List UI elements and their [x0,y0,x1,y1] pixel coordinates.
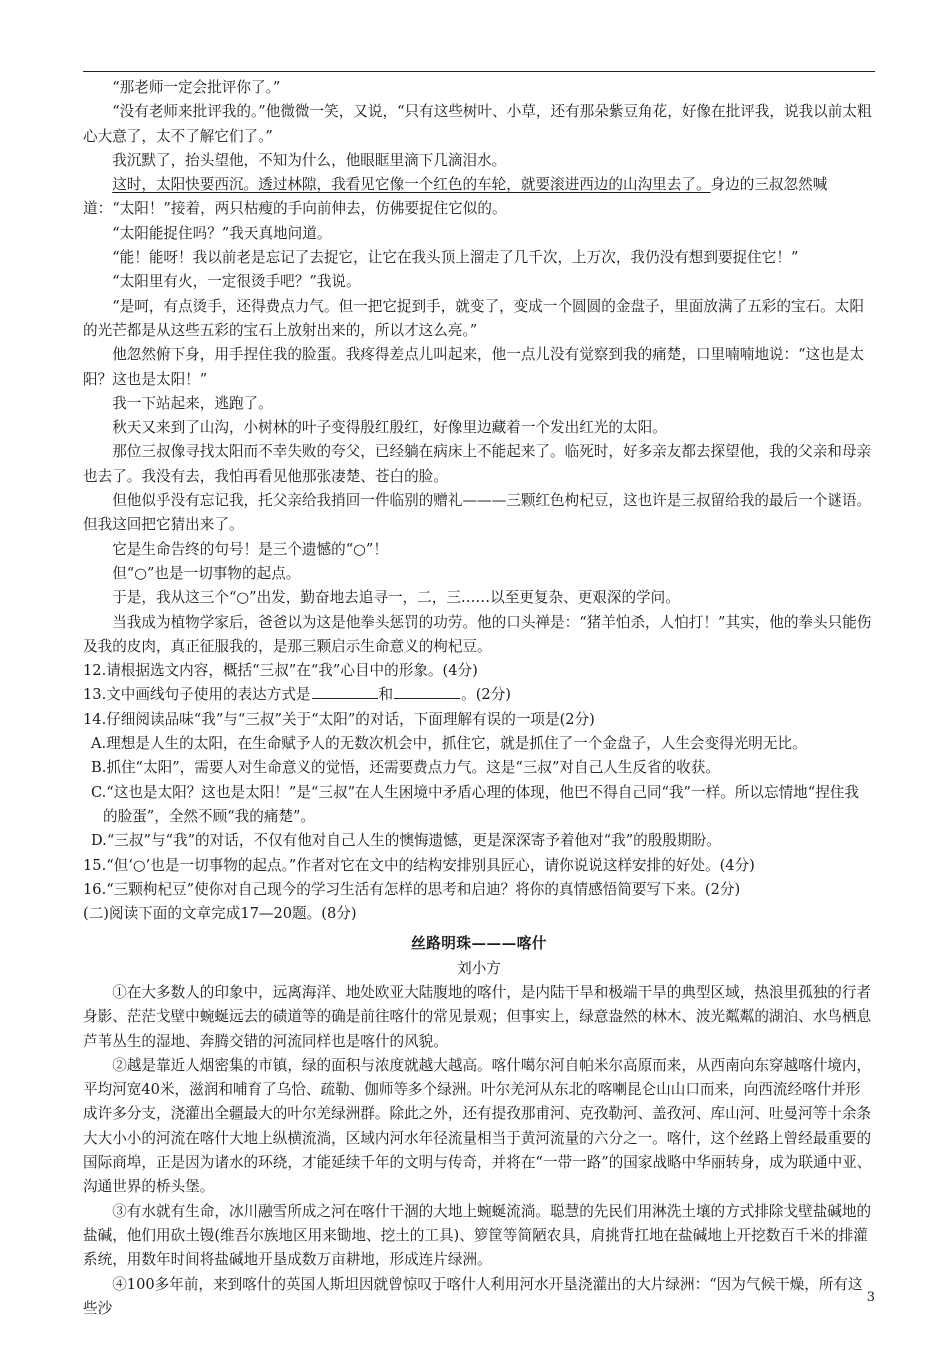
story-paragraph: “太阳能捉住吗？”我天真地问道。 [112,224,332,242]
question-13-conj: 和 [378,686,394,704]
story-paragraph: “是呵，有点烫手，还得费点力气。但一把它捉到手，就变了，变成一个圆圆的金盘子，里面放满了五彩的宝石。太阳的光芒都是从这些五彩的宝石上放射出来的，所以才这么亮。” [83,297,864,339]
question-13-text: 13.文中画线句子使用的表达方式是 [83,686,311,704]
option-a: A.理想是人生的太阳，在生命赋予人的无数次机会中，抓住它，就是抓住了一个金盘子，人生会变得光明无比。 [91,735,807,753]
page-number: 3 [866,1290,875,1305]
story-paragraph: “太阳里有火，一定很烫手吧？”我说。 [112,273,361,291]
option-c-continued: 的脸蛋”，全然不顾“我的痛楚”。 [103,807,316,825]
article-paragraph: ③有水就有生命，冰川融雪所成之河在喀什干涸的大地上蜿蜒流淌。聪慧的先民们用淋洗土壤的方式排除戈壁盐碱地的盐碱，他们用砍土镘(维吾尔族地区用来锄地、挖土的工具)、箩筐等简陋农具，肩挑背扛地在盐碱地上开挖数百千米的排灌系统，用数年时间将盐碱地开垦成数万亩耕地，形成连片绿洲。 [83,1202,872,1269]
underlined-sentence: 这时，太阳快要西沉。透过林隙，我看见它像一个红色的车轮，就要滚进西边的山沟里去了。 [112,176,711,194]
question-15: 15.“但‘○’也是一切事物的起点。”作者对它在文中的结构安排别具匠心，请你说说这样安排的好处。(4分) [83,856,755,874]
story-paragraph: 它是生命告终的句号！是三个遗憾的“○”！ [112,540,388,558]
section-heading: (二)阅读下面的文章完成17—20题。(8分) [83,905,357,923]
question-13-score: 。(2分) [461,686,512,704]
story-paragraph: 我一下站起来，逃跑了。 [112,394,273,412]
story-paragraph: 但他似乎没有忘记我，托父亲给我捎回一件临别的赠礼———三颗红色枸杞豆，这也许是三叔留给我的最后一个谜语。但我这回把它猜出来了。 [83,492,872,534]
story-paragraph: “没有老师来批评我的。”他微微一笑，又说，“只有这些树叶、小草，还有那朵紫豆角花，好像在批评我，说我以前太粗心大意了，太不了解它们了。” [83,103,872,145]
article-paragraph: ④100多年前，来到喀什的英国人斯坦因就曾惊叹于喀什人利用河水开垦浇灌出的大片绿洲：“因为气候干燥，所有这些沙 [83,1275,863,1317]
underlined-paragraph [83,173,875,222]
page-content [83,76,875,1321]
underlined-continuation: 身边的三叔忽然喊道：“太阳！”接着，两只枯瘦的手向前伸去，仿佛要捉住它似的。 [83,176,828,218]
story-paragraph: 但“○”也是一切事物的起点。 [112,564,301,582]
question-12: 12.请根据选文内容，概括“三叔”在“我”心目中的形象。(4分) [83,662,478,680]
article-paragraph: ②越是靠近人烟密集的市镇，绿的面积与浓度就越大越高。喀什噶尔河自帕米尔高原而来，从西南向东穿越喀什境内，平均河宽40米，滋润和哺育了乌恰、疏勒、伽师等多个绿洲。叶尔羌河从东北的喀喇昆仑山山口而来，向西流经喀什并形成许多分支，浇灌出全疆最大的叶尔羌绿洲群。除此之外，还有提孜那甫河、克孜勒河、盖孜河、库山河、吐曼河等十余条大大小小的河流在喀什大地上纵横流淌，区域内河水年径流量相当于黄河流量的六分之一。喀什，这个丝路上曾经最重要的国际商埠，正是因为诸水的环绕，才能延续千年的文明与传奇，并将在“一带一路”的国家战略中华丽转身，成为联通中亚、沟通世界的桥头堡。 [83,1056,872,1196]
story-paragraph: 我沉默了，抬头望他，不知为什么，他眼眶里滴下几滴泪水。 [112,151,507,169]
story-paragraph: 当我成为植物学家后，爸爸以为这是他拳头惩罚的功劳。他的口头禅是：“猪羊怕杀，人怕打！”其实，他的拳头只能伤及我的皮肉，真正征服我的，是那三颗启示生命意义的枸杞豆。 [83,613,872,655]
answer-blank-1[interactable] [312,684,378,699]
story-paragraph: 他忽然俯下身，用手捏住我的脸蛋。我疼得差点儿叫起来，他一点儿没有觉察到我的痛楚，口里喃喃地说：“这也是太阳？这也是太阳！” [83,346,864,388]
story-paragraph: 秋天又来到了山沟，小树林的叶子变得殷红殷红，好像里边藏着一个发出红光的太阳。 [112,419,667,437]
story-paragraph: 那位三叔像寻找太阳而不幸失败的夸父，已经躺在病床上不能起来了。临死时，好多亲友都去探望他，我的父亲和母亲也去了。我没有去，我怕再看见他那张凄楚、苍白的脸。 [83,443,872,485]
option-d: D.“三叔”与“我”的对话，不仅有他对自己人生的懊悔遗憾，更是深深寄予着他对“我”的殷殷期盼。 [91,832,721,850]
article-title: 丝路明珠———喀什 [411,935,547,953]
header-rule [83,71,875,72]
article-author: 刘小方 [457,959,501,977]
article-paragraph: ①在大多数人的印象中，远离海洋、地处欧亚大陆腹地的喀什，是内陆干旱和极端干旱的典型区域，热浪里孤独的行者身影、茫茫戈壁中蜿蜒远去的碛道等的确是前往喀什的常见景观；但事实上，绿意盎然的林木、波光粼粼的湖泊、水鸟栖息芦苇丛生的湿地、奔腾交错的河流同样也是喀什的风貌。 [83,983,872,1050]
story-paragraph: 于是，我从这三个“○”出发，勤奋地去追寻一，二，三……以至更复杂、更艰深的学问。 [112,589,680,607]
option-c: C.“这也是太阳？这也是太阳！”是“三叔”在人生困境中矛盾心理的体现，他巴不得自己同“我”一样。所以忘情地“捏住我 [91,783,860,801]
story-paragraph: “能！能呀！我以前老是忘记了去捉它，让它在我头顶上溜走了几千次，上万次，我仍没有想到要捉住它！” [112,249,799,267]
option-b: B.抓住“太阳”，需要人对生命意义的觉悟，还需要费点力气。这是“三叔”对自己人生反省的收获。 [91,759,720,777]
question-13 [83,683,875,707]
story-paragraph: “那老师一定会批评你了。” [112,79,281,96]
answer-blank-2[interactable] [394,684,460,699]
question-14: 14.仔细阅读品味“我”与“三叔”关于“太阳”的对话，下面理解有误的一项是(2分) [83,710,595,728]
question-16: 16.“三颗枸杞豆”使你对自己现今的学习生活有怎样的思考和启迪？将你的真情感悟简要写下来。(2分) [83,880,741,898]
